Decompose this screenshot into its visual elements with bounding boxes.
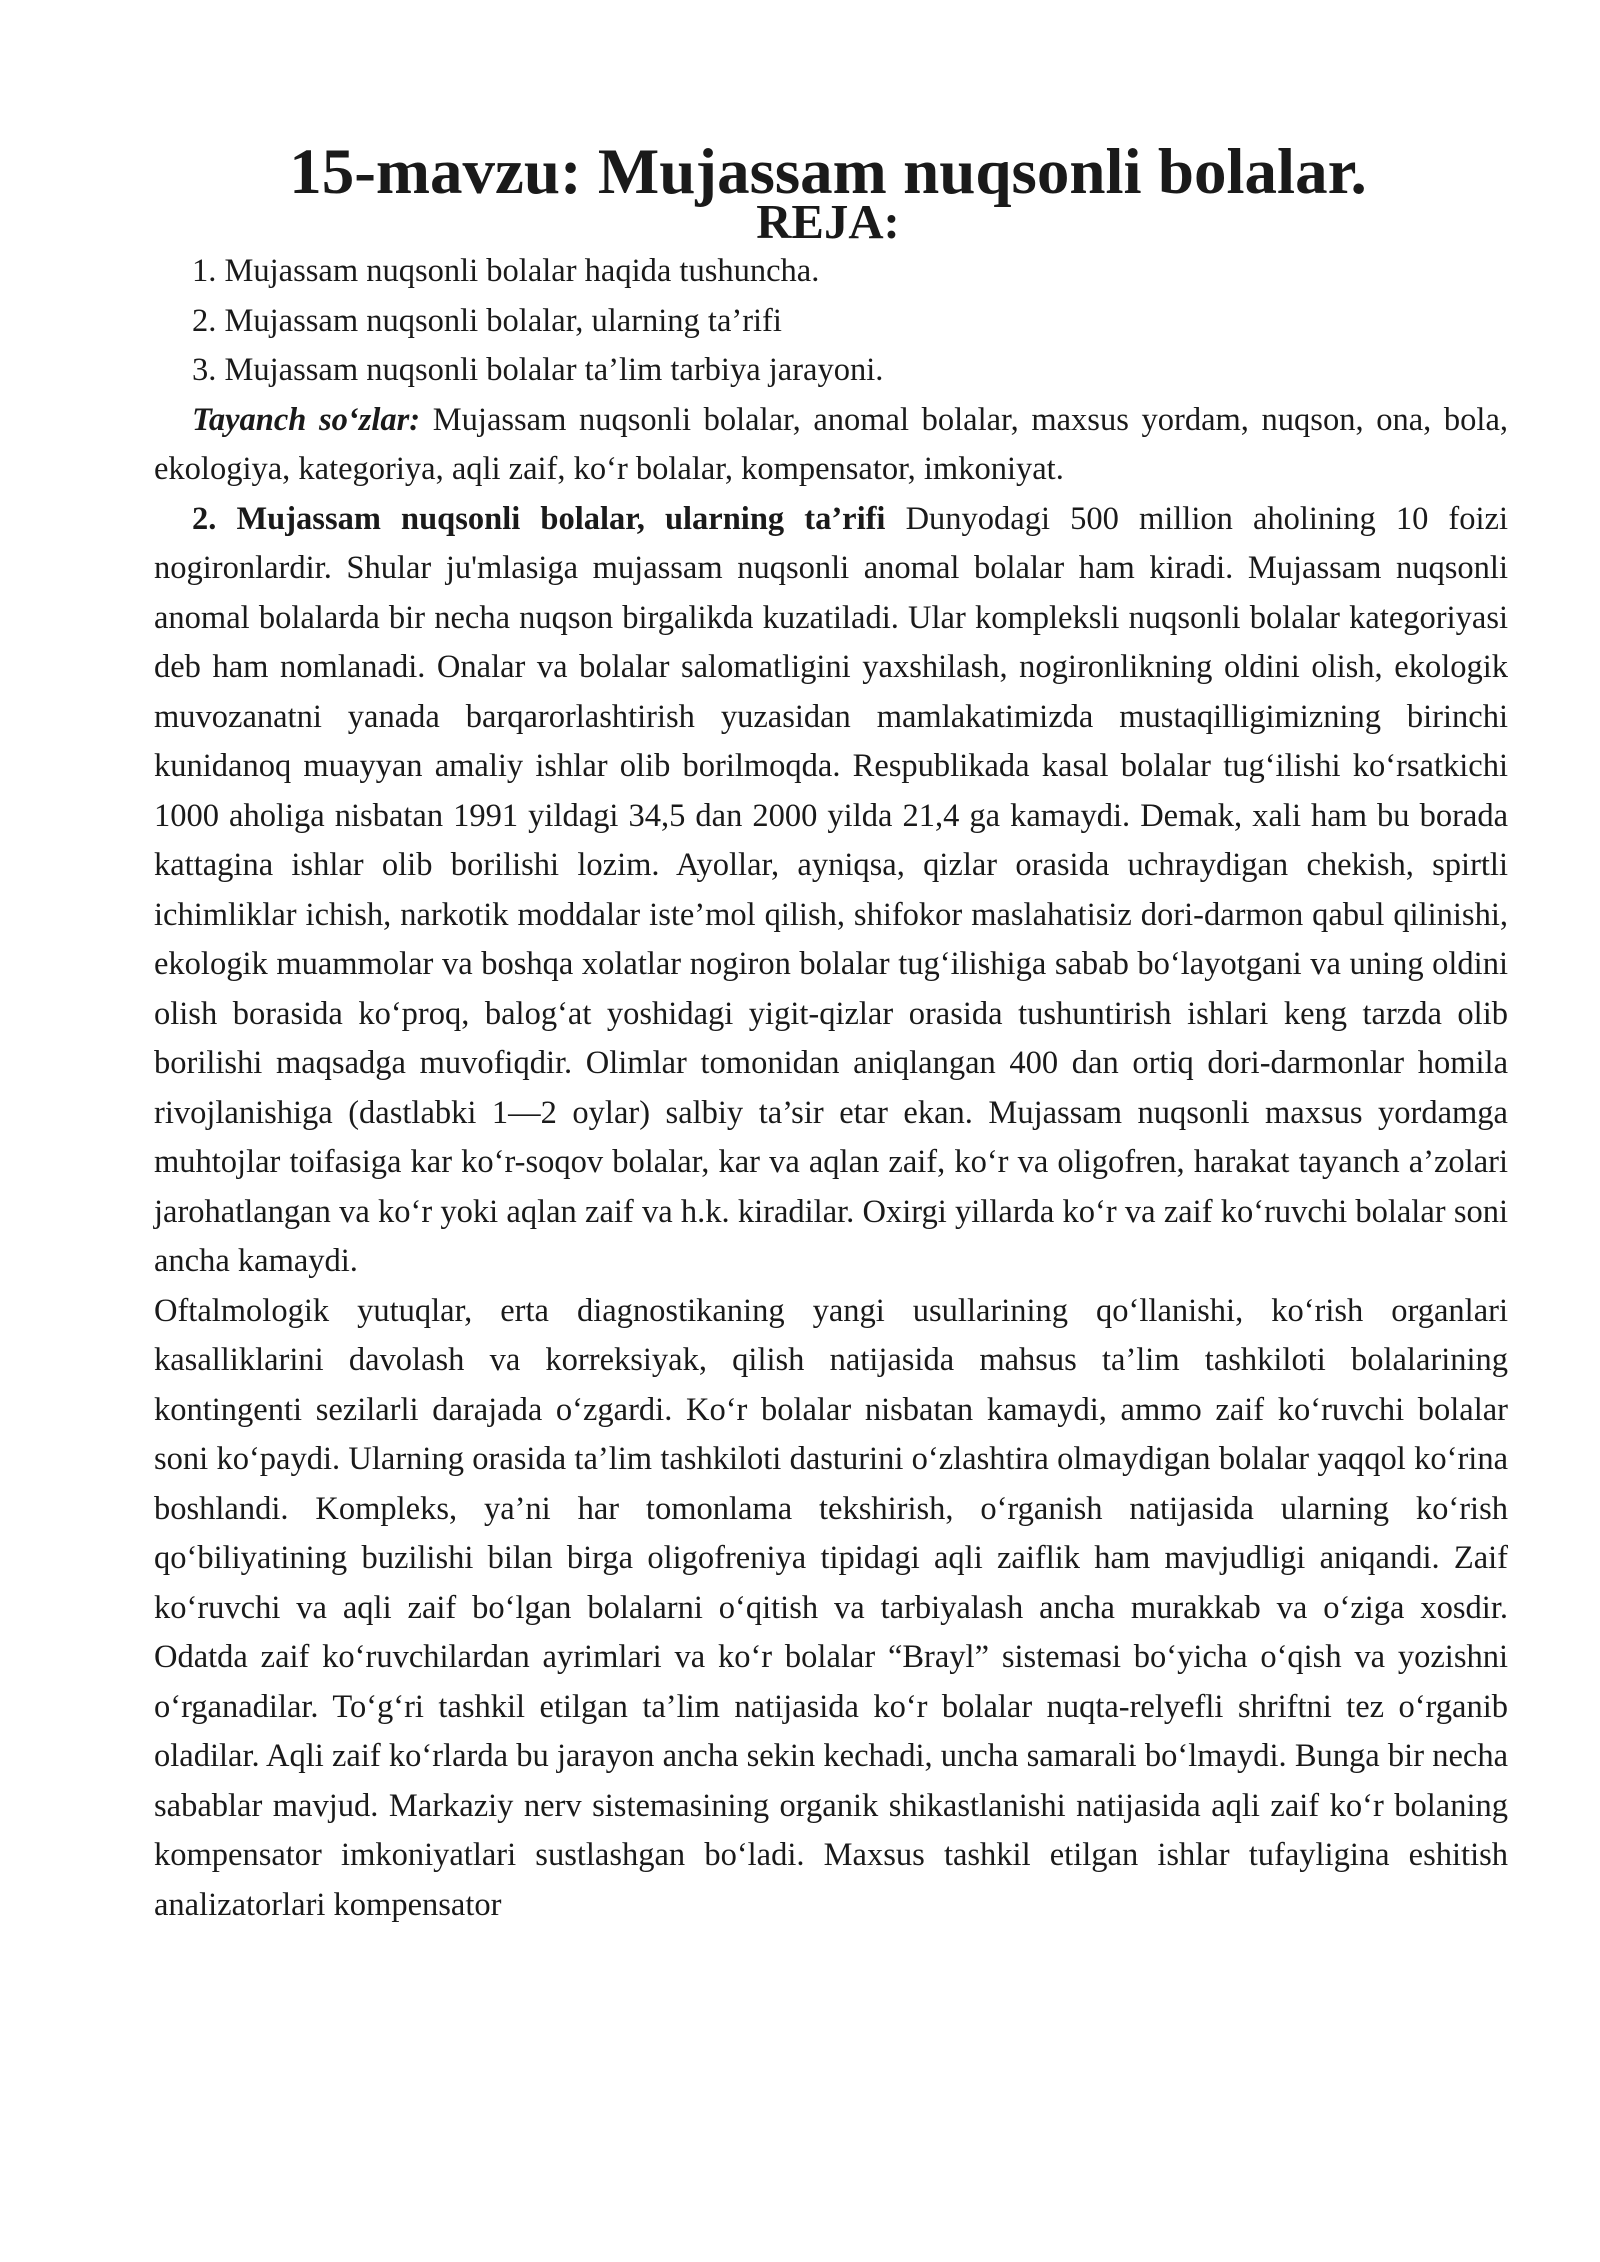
body-paragraph-2: Oftalmologik yutuqlar, erta diagnostikaning yangi usullarining qo‘llanishi, ko‘rish organlari kasalliklarini davolash va korreksiyak, qilish natijasida mahsus ta’lim tashkiloti bolalarining kontingenti sezilarli darajada o‘zgardi. Ko‘r bolalar nisbatan kamaydi, ammo zaif ko‘ruvchi bolalar soni ko‘paydi. Ularning orasida ta’lim tashkiloti dasturini o‘zlashtira olmaydigan bolalar yaqqol ko‘rina boshlandi. Kompleks, ya’ni har tomonlama tekshirish, o‘rganish natijasida ularning ko‘rish qo‘biliyatining buzilishi bilan birga oligofreniya tipidagi aqli zaiflik ham mavjudligi aniqandi. Zaif ko‘ruvchi va aqli zaif bo‘lgan bolalarni o‘qitish va tarbiyalash ancha murakkab va o‘ziga xosdir. Odatda zaif ko‘ruvchilardan ayrimlari va ko‘r bolalar “Brayl” sistemasi bo‘yicha o‘qish va yozishni o‘rganadilar. To‘g‘ri tashkil etilgan ta’lim natijasida ko‘r bolalar nuqta-relyefli shriftni tez o‘rganib oladilar. Aqli zaif ko‘rlarda bu jarayon ancha sekin kechadi, uncha samarali bo‘lmaydi. Bunga bir necha sabablar mavjud. Markaziy nerv sistemasining organik shikastlanishi natijasida aqli zaif ko‘r bolaning kompensator imkoniyatlari sustlashgan bo‘ladi. Maxsus tashkil etilgan ishlar tufayligina eshitish analizatorlari kompensator — [154, 1292, 1508, 1923]
plan-heading: REJA: — [756, 194, 900, 249]
keywords-paragraph — [154, 396, 1508, 495]
section-2-paragraph — [154, 495, 1508, 1287]
plan-item-2: 2. Mujassam nuqsonli bolalar, ularning ta’rifi — [192, 302, 782, 339]
plan-item-3: 3. Mujassam nuqsonli bolalar ta’lim tarbiya jarayoni. — [192, 352, 884, 388]
plan-list — [154, 247, 1508, 396]
plan-item-1: 1. Mujassam nuqsonli bolalar haqida tushuncha. — [192, 253, 820, 289]
keywords-label: Tayanch so‘zlar: — [192, 401, 421, 438]
section-2-heading: 2. Mujassam nuqsonli bolalar, ularning ta’rifi — [192, 500, 886, 537]
section-2-text: Dunyodagi 500 million aholining 10 foizi nogironlardir. Shular ju'mlasiga mujassam nuqsonli anomal bolalar ham kiradi. Mujassam nuqsonli anomal bolalarda bir necha nuqson birgalikda kuzatiladi. Ular kompleksli nuqsonli bolalar kategoriyasi deb ham nomlanadi. Onalar va bolalar salomatligini yaxshilash, nogironlikning oldini olish, ekologik muvozanatni yanada barqarorlashtirish yuzasidan mamlakatimizda mustaqilligimizning birinchi kunidanoq muayyan amaliy ishlar olib borilmoqda. Respublikada kasal bolalar tug‘ilishi ko‘rsatkichi 1000 aholiga nisbatan 1991 yildagi 34,5 dan 2000 yilda 21,4 ga kamaydi. Demak, xali ham bu borada kattagina ishlar olib borilishi lozim. Ayollar, ayniqsa, qizlar orasida uchraydigan chekish, spirtli ichimliklar ichish, narkotik moddalar iste’mol qilish, shifokor maslahatisiz dori-darmon qabul qilinishi, ekologik muammolar va boshqa xolatlar nogiron bolalar tug‘ilishiga sabab bo‘layotgani va uning oldini olish borasida ko‘proq, balog‘at yoshidagi yigit-qizlar orasida tushuntirish ishlari keng tarzda olib borilishi maqsadga muvofiqdir. Olimlar tomonidan aniqlangan 400 dan ortiq dori-darmonlar homila rivojlanishiga (dastlabki 1—2 oylar) salbiy ta’sir etar ekan. Mujassam nuqsonli maxsus yordamga muhtojlar toifasiga kar ko‘r-soqov bolalar, kar va aqlan zaif, ko‘r va oligofren, harakat tayanch a’zolari jarohatlangan va ko‘r yoki aqlan zaif va h.k. kiradilar. Oxirgi yillarda ko‘r va zaif ko‘ruvchi bolalar soni ancha kamaydi. — [154, 500, 1508, 1279]
keywords-text: Mujassam nuqsonli bolalar, anomal bolalar, maxsus yordam, nuqson, ona, bola, ekologiya, kategoriya, aqli zaif, ko‘r bolalar, kompensator, imkoniyat. — [154, 401, 1508, 487]
page-title: 15-mavzu: Mujassam nuqsonli bolalar. — [289, 136, 1367, 208]
